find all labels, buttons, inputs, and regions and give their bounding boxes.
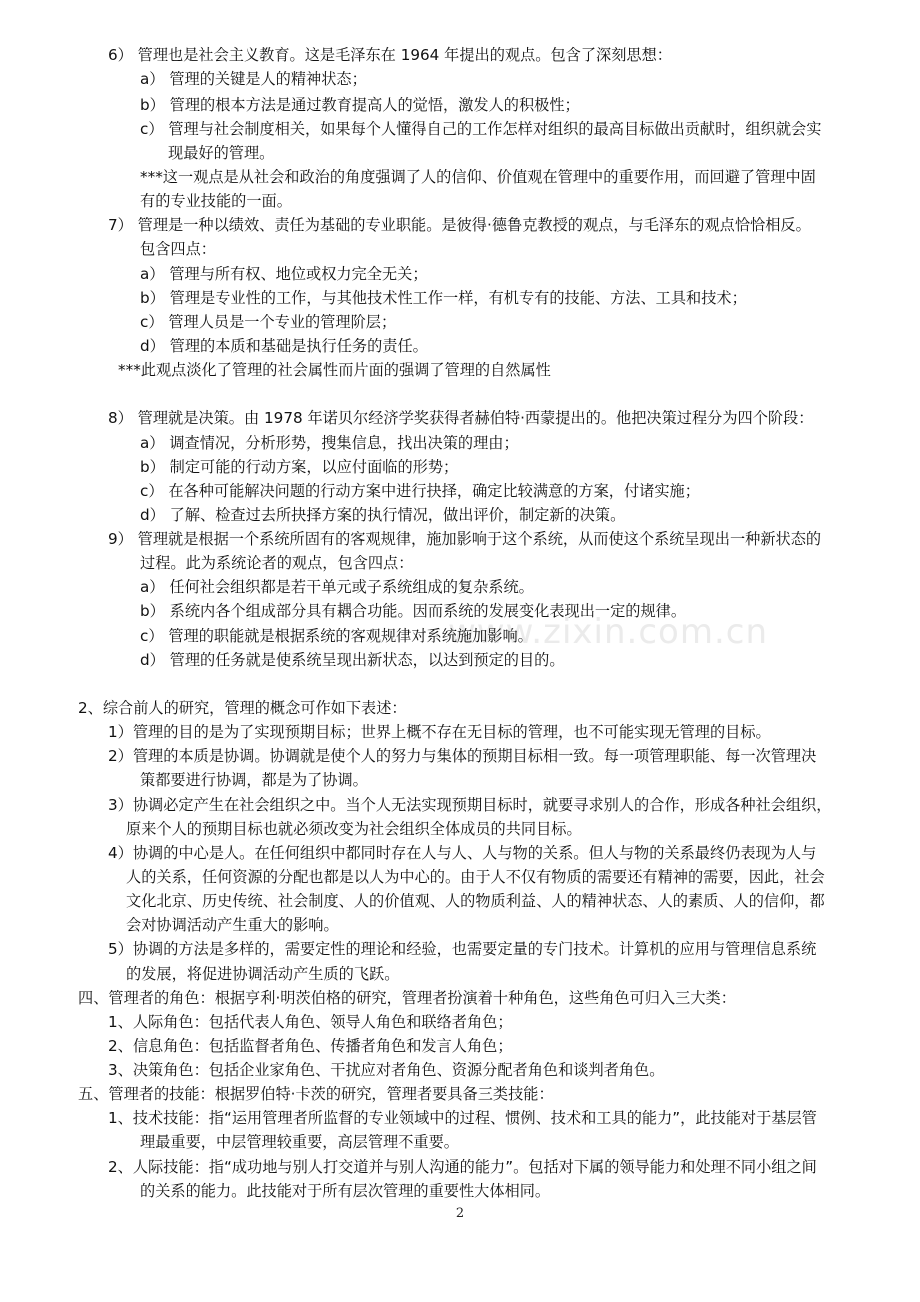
text-line: 有的专业技能的一面。	[140, 192, 292, 210]
text-line: 2）管理的本质是协调。协调就是使个人的努力与集体的预期目标相一致。每一项管理职能、每一次管理决	[108, 747, 817, 765]
text-line: 3）协调必定产生在社会组织之中。当个人无法实现预期目标时，就要寻求别人的合作，形成各种社会组织，	[108, 796, 832, 814]
text-line: 5）协调的方法是多样的，需要定性的理论和经验，也需要定量的专门技术。计算机的应用与管理信息系统	[108, 940, 817, 958]
section-heading: 五、管理者的技能：根据罗伯特·卡茨的研究，管理者要具备三类技能：	[78, 1085, 554, 1103]
text-line: b） 管理是专业性的工作，与其他技术性工作一样，有机专有的技能、方法、工具和技术；	[140, 289, 747, 307]
text-line: 2、信息角色：包括监督者角色、传播者角色和发言人角色；	[108, 1037, 513, 1055]
watermark: www.zixin.com.cn	[448, 612, 768, 652]
text-line: 7） 管理是一种以绩效、责任为基础的专业职能。是彼得·德鲁克教授的观点，与毛泽东的观点恰恰相反。	[108, 216, 811, 234]
text-line: c） 管理与社会制度相关，如果每个人懂得自己的工作怎样对组织的最高目标做出贡献时，组织就会实	[140, 120, 822, 138]
text-line: 9） 管理就是根据一个系统所固有的客观规律，施加影响于这个系统，从而使这个系统呈现出一种新状态的	[108, 530, 822, 548]
text-line: 过程。此为系统论者的观点，包含四点：	[140, 554, 414, 572]
text-line: 8） 管理就是决策。由 1978 年诺贝尔经济学奖获得者赫伯特·西蒙提出的。他把决策过程分为四个阶段：	[108, 409, 814, 427]
text-line: c） 在各种可能解决问题的行动方案中进行抉择，确定比较满意的方案，付诸实施；	[140, 482, 700, 500]
text-line: 2、人际技能：指“成功地与别人打交道并与别人沟通的能力”。包括对下属的领导能力和处理不同小组之间	[108, 1158, 817, 1176]
text-line: a） 任何社会组织都是若干单元或子系统组成的复杂系统。	[140, 578, 534, 596]
text-line: ***此观点淡化了管理的社会属性而片面的强调了管理的自然属性	[118, 361, 551, 379]
text-line: b） 管理的根本方法是通过教育提高人的觉悟，激发人的积极性；	[140, 96, 580, 114]
text-line: 的发展，将促进协调活动产生质的飞跃。	[126, 965, 400, 983]
text-line: ***这一观点是从社会和政治的角度强调了人的信仰、价值观在管理中的重要作用，而回避了管理中固	[140, 168, 816, 186]
text-line: 6） 管理也是社会主义教育。这是毛泽东在 1964 年提出的观点。包含了深刻思想：	[108, 46, 672, 64]
text-line: a） 调查情况，分析形势，搜集信息，找出决策的理由；	[140, 434, 519, 452]
text-line: d） 管理的本质和基础是执行任务的责任。	[140, 337, 428, 355]
text-line: 1、技术技能：指“运用管理者所监督的专业领域中的过程、惯例、技术和工具的能力”，此技能对于基层管	[108, 1109, 817, 1127]
text-line: c） 管理人员是一个专业的管理阶层；	[140, 313, 397, 331]
page-number: 2	[455, 1206, 465, 1221]
text-line: d） 管理的任务就是使系统呈现出新状态，以达到预定的目的。	[140, 651, 565, 669]
text-line: c） 管理的职能就是根据系统的客观规律对系统施加影响。	[140, 627, 533, 645]
text-line: a） 管理与所有权、地位或权力完全无关；	[140, 265, 428, 283]
text-line: 人的关系，任何资源的分配也都是以人为中心的。由于人不仅有物质的需要还有精神的需要，因此，社会	[126, 868, 825, 886]
text-line: 理最重要，中层管理较重要，高层管理不重要。	[140, 1133, 459, 1151]
section-heading: 四、管理者的角色：根据亨利·明茨伯格的研究，管理者扮演着十种角色，这些角色可归入三大类：	[78, 989, 736, 1007]
text-line: 3、决策角色：包括企业家角色、干扰应对者角色、资源分配者角色和谈判者角色。	[108, 1061, 665, 1079]
text-line: 的关系的能力。此技能对于所有层次管理的重要性大体相同。	[140, 1182, 551, 1200]
text-line: 原来个人的预期目标也就必须改变为社会组织全体成员的共同目标。	[126, 820, 582, 838]
text-line: 文化北京、历史传统、社会制度、人的价值观、人的物质利益、人的精神状态、人的素质、人的信仰，都	[126, 892, 825, 910]
text-line: b） 系统内各个组成部分具有耦合功能。因而系统的发展变化表现出一定的规律。	[140, 602, 687, 620]
text-line: 策都要进行协调，都是为了协调。	[140, 771, 368, 789]
text-line: 包含四点：	[140, 240, 216, 258]
text-line: a） 管理的关键是人的精神状态；	[140, 70, 367, 88]
text-line: d） 了解、检查过去所抉择方案的执行情况，做出评价，制定新的决策。	[140, 506, 626, 524]
text-line: 1）管理的目的是为了实现预期目标；世界上概不存在无目标的管理，也不可能实现无管理的目标。	[108, 723, 771, 741]
section-heading: 2、综合前人的研究，管理的概念可作如下表述：	[78, 699, 407, 717]
text-line: 现最好的管理。	[168, 144, 275, 162]
text-line: 会对协调活动产生重大的影响。	[126, 916, 339, 934]
text-line: 4）协调的中心是人。在任何组织中都同时存在人与人、人与物的关系。但人与物的关系最终仍表现为人与	[108, 844, 817, 862]
text-line: 1、人际角色：包括代表人角色、领导人角色和联络者角色；	[108, 1013, 513, 1031]
text-line: b） 制定可能的行动方案，以应付面临的形势；	[140, 458, 459, 476]
